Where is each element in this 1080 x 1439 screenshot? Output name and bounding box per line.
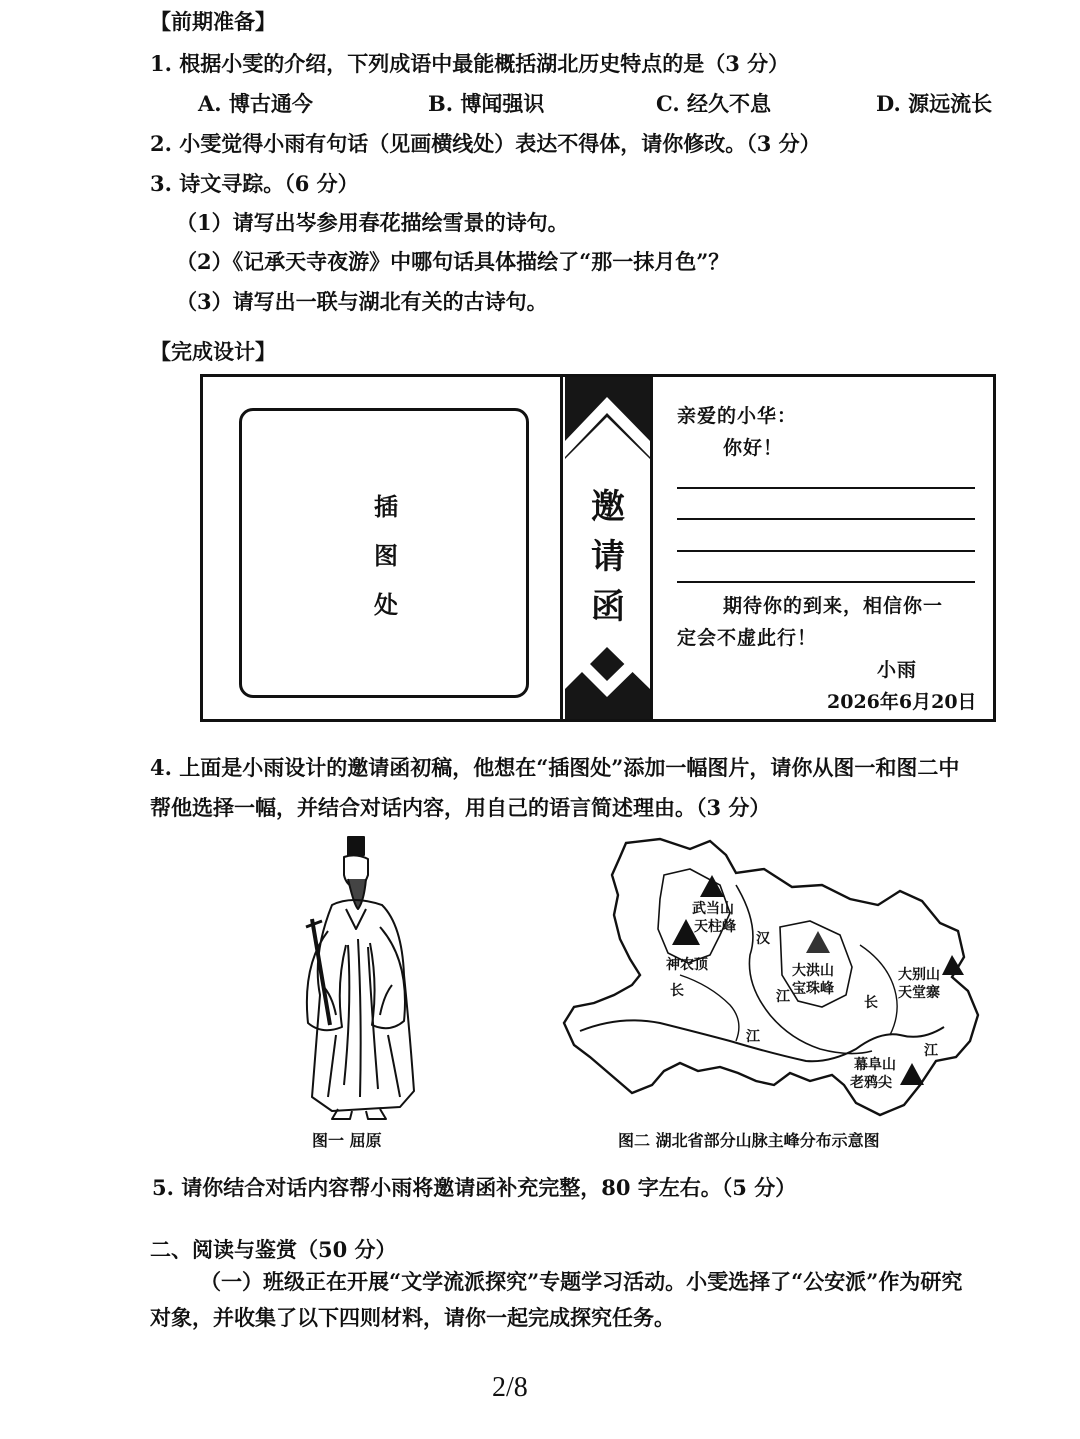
illustration-char: 图 xyxy=(374,541,398,570)
question-5: 5. 请你结合对话内容帮小雨将邀请函补充完整，80 字左右。（5 分） xyxy=(152,1175,797,1200)
question-3: 3. 诗文寻踪。（6 分） xyxy=(150,171,359,196)
figure-qu-yuan xyxy=(292,835,422,1129)
map-label-baozhu: 宝珠峰 xyxy=(792,981,834,997)
invitation-title-char: 请 xyxy=(591,537,625,577)
map-label-river: 江 xyxy=(776,989,790,1005)
card-title-band xyxy=(565,377,653,719)
option-d: D. 源远流长 xyxy=(876,91,993,116)
map-label-tianzhu: 天柱峰 xyxy=(694,919,736,935)
map-label-river: 江 xyxy=(924,1043,938,1059)
section-heading-prep: 【前期准备】 xyxy=(150,9,276,34)
option-c: C. 经久不息 xyxy=(656,91,771,116)
section-heading-design: 【完成设计】 xyxy=(150,339,276,364)
question-4-line-2: 帮他选择一幅，并结合对话内容，用自己的语言简述理由。（3 分） xyxy=(150,795,771,820)
map-label-dabie: 大别山 xyxy=(898,967,940,983)
section-heading-reading: 二、阅读与鉴赏（50 分） xyxy=(150,1237,397,1262)
qu-yuan-figure-icon xyxy=(292,835,422,1125)
question-3-sub-3: （3）请写出一联与湖北有关的古诗句。 xyxy=(176,289,548,314)
writing-line xyxy=(677,518,975,520)
figure-hubei-map xyxy=(560,835,984,1129)
part-1-intro-line-1: （一）班级正在开展“文学流派探究”专题学习活动。小雯选择了“公安派”作为研究 xyxy=(200,1269,963,1294)
card-letter-panel xyxy=(655,377,993,719)
letter-signature: 小雨 xyxy=(877,659,918,681)
figure-2-caption: 图二 湖北省部分山脉主峰分布示意图 xyxy=(618,1131,880,1150)
illustration-placeholder xyxy=(239,408,529,698)
map-label-wudang: 武当山 xyxy=(692,901,734,917)
writing-line xyxy=(677,487,975,489)
question-1: 1. 根据小雯的介绍，下列成语中最能概括湖北历史特点的是（3 分） xyxy=(150,51,790,76)
map-label-tiantang: 天堂寨 xyxy=(898,985,940,1001)
card-left-panel xyxy=(203,377,563,719)
map-label-shennong: 神农顶 xyxy=(666,957,708,973)
map-label-river: 江 xyxy=(746,1029,760,1045)
invitation-title-char: 函 xyxy=(591,587,625,627)
letter-greeting: 你好！ xyxy=(723,437,784,459)
hubei-map-icon xyxy=(560,835,984,1125)
part-1-intro-line-2: 对象，并收集了以下四则材料，请你一起完成探究任务。 xyxy=(150,1305,675,1330)
map-label-river: 长 xyxy=(670,983,684,999)
question-3-sub-2: （2）《记承天寺夜游》中哪句话具体描绘了“那一抹月色”？ xyxy=(176,249,730,274)
map-label-laoyajian: 老鸦尖 xyxy=(850,1075,892,1091)
map-label-han: 汉 xyxy=(756,931,770,947)
option-a: A. 博古通今 xyxy=(198,91,313,116)
question-2: 2. 小雯觉得小雨有句话（见画横线处）表达不得体，请你修改。（3 分） xyxy=(150,131,821,156)
invitation-title-char: 邀 xyxy=(591,487,625,527)
illustration-char: 处 xyxy=(374,590,398,619)
option-b: B. 博闻强识 xyxy=(428,91,545,116)
illustration-char: 插 xyxy=(374,492,398,521)
page-number: 2/8 xyxy=(492,1372,528,1403)
letter-date: 2026年6月20日 xyxy=(827,691,977,713)
question-3-sub-1: （1）请写出岑参用春花描绘雪景的诗句。 xyxy=(176,210,569,235)
invitation-card xyxy=(200,374,996,722)
question-4-line-1: 4. 上面是小雨设计的邀请函初稿，他想在“插图处”添加一幅图片，请你从图一和图二中 xyxy=(150,755,960,780)
letter-salutation: 亲爱的小华： xyxy=(677,405,798,427)
map-label-river: 长 xyxy=(864,995,878,1011)
writing-line xyxy=(677,581,975,583)
map-label-mufu: 幕阜山 xyxy=(854,1057,896,1073)
letter-closing-1: 期待你的到来，相信你一 xyxy=(723,595,944,617)
letter-closing-2: 定会不虚此行！ xyxy=(677,627,818,649)
writing-line xyxy=(677,550,975,552)
figure-1-caption: 图一 屈原 xyxy=(312,1131,382,1150)
map-label-dahong: 大洪山 xyxy=(792,963,834,979)
